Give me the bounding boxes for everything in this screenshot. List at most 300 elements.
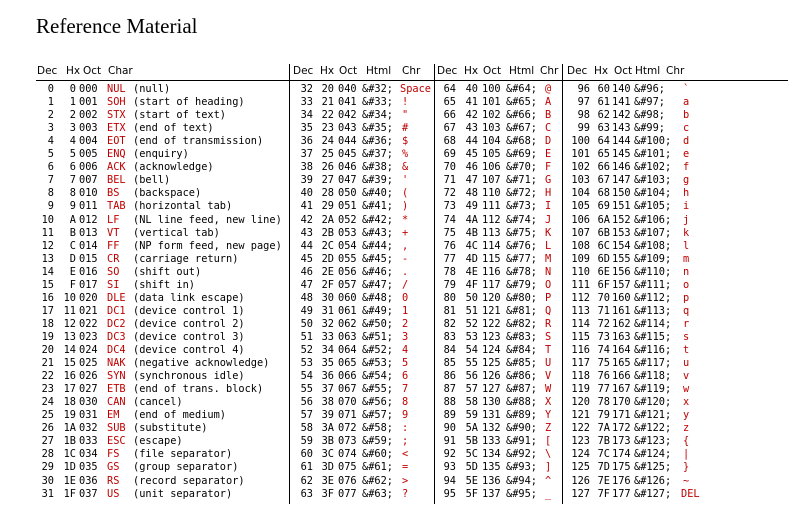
chr-cell: 5 xyxy=(402,357,409,370)
dec-cell: 44 xyxy=(300,239,313,252)
oct-cell: 121 xyxy=(482,304,501,317)
html-entity-cell: &#90; xyxy=(506,422,537,435)
char-code-cell: RS xyxy=(107,474,120,487)
oct-cell: 077 xyxy=(338,487,357,500)
char-code-cell: SYN xyxy=(107,370,126,383)
hex-cell: 39 xyxy=(321,409,334,422)
html-entity-cell: &#116; xyxy=(634,344,672,356)
oct-cell: 140 xyxy=(612,83,631,95)
html-entity-cell: &#87; xyxy=(506,383,537,396)
dec-cell: 110 xyxy=(571,265,590,278)
char-code-cell: US xyxy=(107,487,120,500)
hex-cell: 2D xyxy=(321,252,334,265)
html-entity-cell: &#76; xyxy=(506,239,537,252)
dec-cell: 74 xyxy=(443,213,456,226)
hex-cell: 3F xyxy=(321,487,334,500)
hex-cell: 4 xyxy=(69,135,76,148)
html-entity-cell: &#65; xyxy=(506,96,537,109)
hex-cell: 38 xyxy=(321,396,334,409)
oct-cell: 006 xyxy=(79,161,98,174)
char-desc-cell: (end of text) xyxy=(133,122,214,135)
html-entity-cell: &#41; xyxy=(362,200,393,213)
dec-cell: 10 xyxy=(41,213,54,226)
hex-cell: 2C xyxy=(321,239,334,252)
html-entity-cell: &#80; xyxy=(506,291,537,304)
char-desc-cell: (escape) xyxy=(133,435,183,448)
oct-cell: 167 xyxy=(612,383,631,396)
dec-cell: 69 xyxy=(443,148,456,161)
oct-cell: 156 xyxy=(612,265,631,278)
dec-cell: 105 xyxy=(571,200,590,213)
dec-cell: 94 xyxy=(443,474,456,487)
html-entity-cell: &#74; xyxy=(506,213,537,226)
hex-cell: 1E xyxy=(63,474,76,487)
header-char: Char xyxy=(108,65,133,77)
chr-cell: a xyxy=(683,96,690,109)
html-entity-cell: &#109; xyxy=(634,252,672,265)
chr-cell: D xyxy=(545,135,552,148)
oct-cell: 150 xyxy=(612,187,631,200)
dec-cell: 127 xyxy=(571,487,590,500)
header-html: Html xyxy=(366,65,392,77)
char-code-cell: STX xyxy=(107,109,126,122)
dec-cell: 0 xyxy=(47,83,54,95)
oct-cell: 053 xyxy=(338,226,357,239)
oct-cell: 073 xyxy=(338,435,357,448)
hex-cell: 12 xyxy=(63,317,76,330)
chr-cell: g xyxy=(683,174,690,187)
oct-cell: 136 xyxy=(482,474,501,487)
dec-cell: 63 xyxy=(300,487,313,500)
dec-cell: 40 xyxy=(300,187,313,200)
oct-cell: 004 xyxy=(79,135,98,148)
dec-cell: 77 xyxy=(443,252,456,265)
char-desc-cell: (device control 4) xyxy=(133,344,245,356)
oct-cell: 035 xyxy=(79,461,98,474)
char-code-cell: TAB xyxy=(107,200,126,213)
oct-cell: 064 xyxy=(338,344,357,356)
dec-cell: 82 xyxy=(443,317,456,330)
html-entity-cell: &#56; xyxy=(362,396,393,409)
chr-cell: l xyxy=(683,239,690,252)
hex-cell: 5F xyxy=(465,487,478,500)
html-entity-cell: &#47; xyxy=(362,278,393,291)
chr-cell: Space xyxy=(400,83,431,95)
dec-cell: 11 xyxy=(41,226,54,239)
hex-cell: 2F xyxy=(321,278,334,291)
oct-cell: 056 xyxy=(338,265,357,278)
dec-cell: 28 xyxy=(41,448,54,461)
hex-cell: 3 xyxy=(69,122,76,135)
char-code-cell: ETB xyxy=(107,383,126,396)
html-entity-cell: &#88; xyxy=(506,396,537,409)
dec-cell: 16 xyxy=(41,291,54,304)
oct-cell: 111 xyxy=(482,200,501,213)
dec-cell: 115 xyxy=(571,330,590,343)
hex-cell: 17 xyxy=(63,383,76,396)
hex-cell: 30 xyxy=(321,291,334,304)
oct-cell: 021 xyxy=(79,304,98,317)
oct-cell: 131 xyxy=(482,409,501,422)
dec-cell: 104 xyxy=(571,187,590,200)
chr-cell: S xyxy=(545,330,552,343)
chr-cell: 7 xyxy=(402,383,409,396)
oct-cell: 112 xyxy=(482,213,501,226)
oct-cell: 047 xyxy=(338,174,357,187)
oct-cell: 105 xyxy=(482,148,501,161)
hex-cell: E xyxy=(69,265,76,278)
hex-cell: 47 xyxy=(465,174,478,187)
dec-cell: 87 xyxy=(443,383,456,396)
html-entity-cell: &#62; xyxy=(362,474,393,487)
hex-cell: C xyxy=(69,239,76,252)
dec-cell: 7 xyxy=(47,174,54,187)
oct-cell: 012 xyxy=(79,213,98,226)
html-entity-cell: &#96; xyxy=(634,83,665,95)
html-entity-cell: &#115; xyxy=(634,330,672,343)
html-entity-cell: &#93; xyxy=(506,461,537,474)
dec-cell: 33 xyxy=(300,96,313,109)
dec-cell: 122 xyxy=(571,422,590,435)
chr-cell: x xyxy=(683,396,690,409)
char-desc-cell: (start of text) xyxy=(133,109,226,122)
hex-cell: 1A xyxy=(63,422,76,435)
oct-cell: 132 xyxy=(482,422,501,435)
char-desc-cell: (end of medium) xyxy=(133,409,226,422)
hex-cell: 54 xyxy=(465,344,478,356)
html-entity-cell: &#91; xyxy=(506,435,537,448)
dec-cell: 61 xyxy=(300,461,313,474)
hex-cell: 2 xyxy=(69,109,76,122)
hex-cell: 58 xyxy=(465,396,478,409)
header-hx: Hx xyxy=(464,65,479,77)
oct-cell: 027 xyxy=(79,383,98,396)
dec-cell: 126 xyxy=(571,474,590,487)
hex-cell: 1D xyxy=(63,461,76,474)
dec-cell: 93 xyxy=(443,461,456,474)
hex-cell: 1B xyxy=(63,435,76,448)
chr-cell: W xyxy=(545,383,552,396)
dec-cell: 26 xyxy=(41,422,54,435)
oct-cell: 037 xyxy=(79,487,98,500)
chr-cell: C xyxy=(545,122,552,135)
html-entity-cell: &#53; xyxy=(362,357,393,370)
chr-cell: DEL xyxy=(681,487,700,500)
chr-cell: ' xyxy=(402,174,409,187)
dec-cell: 101 xyxy=(571,148,590,161)
dec-cell: 114 xyxy=(571,317,590,330)
hex-cell: 3C xyxy=(321,448,334,461)
html-entity-cell: &#73; xyxy=(506,200,537,213)
html-entity-cell: &#127; xyxy=(634,487,672,500)
char-code-cell: SI xyxy=(107,278,120,291)
html-entity-cell: &#100; xyxy=(634,135,672,148)
dec-cell: 62 xyxy=(300,474,313,487)
dec-cell: 6 xyxy=(47,161,54,174)
chr-cell: % xyxy=(402,148,409,161)
char-code-cell: SOH xyxy=(107,96,126,109)
char-desc-cell: (data link escape) xyxy=(133,291,245,304)
dec-cell: 99 xyxy=(577,122,590,135)
hex-cell: 18 xyxy=(63,396,76,409)
hex-cell: 4E xyxy=(465,265,478,278)
oct-cell: 040 xyxy=(338,83,357,95)
html-entity-cell: &#61; xyxy=(362,461,393,474)
html-entity-cell: &#68; xyxy=(506,135,537,148)
oct-cell: 032 xyxy=(79,422,98,435)
oct-cell: 015 xyxy=(79,252,98,265)
dec-cell: 91 xyxy=(443,435,456,448)
oct-cell: 123 xyxy=(482,330,501,343)
oct-cell: 114 xyxy=(482,239,501,252)
html-entity-cell: &#99; xyxy=(634,122,665,135)
hex-cell: 4B xyxy=(465,226,478,239)
char-code-cell: SO xyxy=(107,265,120,278)
dec-cell: 50 xyxy=(300,317,313,330)
chr-cell: K xyxy=(545,226,552,239)
hex-cell: 4C xyxy=(465,239,478,252)
oct-cell: 045 xyxy=(338,148,357,161)
dec-cell: 118 xyxy=(571,370,590,383)
hex-cell: 73 xyxy=(597,330,610,343)
dec-cell: 67 xyxy=(443,122,456,135)
hex-cell: 4F xyxy=(465,278,478,291)
hex-cell: 0 xyxy=(69,83,76,95)
char-desc-cell: (device control 3) xyxy=(133,330,245,343)
char-code-cell: ESC xyxy=(107,435,126,448)
char-code-cell: BEL xyxy=(107,174,126,187)
dec-cell: 73 xyxy=(443,200,456,213)
oct-cell: 065 xyxy=(338,357,357,370)
chr-cell: s xyxy=(683,330,690,343)
char-code-cell: CR xyxy=(107,252,120,265)
hex-cell: 61 xyxy=(597,96,610,109)
html-entity-cell: &#95; xyxy=(506,487,537,500)
dec-cell: 52 xyxy=(300,344,313,356)
char-code-cell: FS xyxy=(107,448,120,461)
dec-cell: 80 xyxy=(443,291,456,304)
char-desc-cell: (end of transmission) xyxy=(133,135,264,148)
oct-cell: 067 xyxy=(338,383,357,396)
hex-cell: 42 xyxy=(465,109,478,122)
html-entity-cell: &#119; xyxy=(634,383,672,396)
html-entity-cell: &#78; xyxy=(506,265,537,278)
dec-cell: 53 xyxy=(300,357,313,370)
char-code-cell: DC4 xyxy=(107,344,126,356)
hex-cell: 63 xyxy=(597,122,610,135)
oct-cell: 170 xyxy=(612,396,631,409)
oct-cell: 171 xyxy=(612,409,631,422)
char-desc-cell: (negative acknowledge) xyxy=(133,357,270,370)
html-entity-cell: &#69; xyxy=(506,148,537,161)
header-chr: Chr xyxy=(540,65,559,77)
chr-cell: L xyxy=(545,239,552,252)
chr-cell: m xyxy=(683,252,690,265)
oct-cell: 011 xyxy=(79,200,98,213)
dec-cell: 42 xyxy=(300,213,313,226)
hex-cell: 66 xyxy=(597,161,610,174)
dec-cell: 85 xyxy=(443,357,456,370)
html-entity-cell: &#120; xyxy=(634,396,672,409)
hex-cell: 34 xyxy=(321,344,334,356)
html-entity-cell: &#48; xyxy=(362,291,393,304)
chr-cell: V xyxy=(545,370,552,383)
hex-cell: 3D xyxy=(321,461,334,474)
hex-cell: 36 xyxy=(321,370,334,383)
html-entity-cell: &#58; xyxy=(362,422,393,435)
oct-cell: 074 xyxy=(338,448,357,461)
hex-cell: 50 xyxy=(465,291,478,304)
hex-cell: 43 xyxy=(465,122,478,135)
html-entity-cell: &#79; xyxy=(506,278,537,291)
chr-cell: > xyxy=(402,474,409,487)
dec-cell: 41 xyxy=(300,200,313,213)
header-dec: Dec xyxy=(293,65,314,77)
hex-cell: 74 xyxy=(597,344,610,356)
dec-cell: 65 xyxy=(443,96,456,109)
chr-cell: q xyxy=(683,304,690,317)
dec-cell: 90 xyxy=(443,422,456,435)
dec-cell: 113 xyxy=(571,304,590,317)
char-desc-cell: (cancel) xyxy=(133,396,183,409)
html-entity-cell: &#37; xyxy=(362,148,393,161)
oct-cell: 052 xyxy=(338,213,357,226)
oct-cell: 043 xyxy=(338,122,357,135)
oct-cell: 113 xyxy=(482,226,501,239)
hex-cell: 49 xyxy=(465,200,478,213)
chr-cell: { xyxy=(683,435,690,448)
hex-cell: 6D xyxy=(597,252,610,265)
oct-cell: 057 xyxy=(338,278,357,291)
dec-cell: 106 xyxy=(571,213,590,226)
dec-cell: 32 xyxy=(300,83,313,95)
oct-cell: 003 xyxy=(79,122,98,135)
dec-cell: 89 xyxy=(443,409,456,422)
dec-cell: 8 xyxy=(47,187,54,200)
char-code-cell: NAK xyxy=(107,357,126,370)
hex-cell: 72 xyxy=(597,317,610,330)
oct-cell: 005 xyxy=(79,148,98,161)
dec-cell: 3 xyxy=(47,122,54,135)
chr-cell: i xyxy=(683,200,690,213)
chr-cell: + xyxy=(402,226,409,239)
char-desc-cell: (vertical tab) xyxy=(133,226,220,239)
oct-cell: 033 xyxy=(79,435,98,448)
hex-cell: 6E xyxy=(597,265,610,278)
hex-cell: 69 xyxy=(597,200,610,213)
dec-cell: 123 xyxy=(571,435,590,448)
html-entity-cell: &#77; xyxy=(506,252,537,265)
oct-cell: 001 xyxy=(79,96,98,109)
hex-cell: D xyxy=(69,252,76,265)
oct-cell: 022 xyxy=(79,317,98,330)
html-entity-cell: &#49; xyxy=(362,304,393,317)
dec-cell: 20 xyxy=(41,344,54,356)
hex-cell: 67 xyxy=(597,174,610,187)
dec-cell: 88 xyxy=(443,396,456,409)
html-entity-cell: &#63; xyxy=(362,487,393,500)
oct-cell: 062 xyxy=(338,317,357,330)
char-code-cell: VT xyxy=(107,226,120,239)
oct-cell: 061 xyxy=(338,304,357,317)
chr-cell: E xyxy=(545,148,552,161)
hex-cell: 4A xyxy=(465,213,478,226)
header-oct: Oct xyxy=(83,65,102,77)
html-entity-cell: &#33; xyxy=(362,96,393,109)
char-desc-cell: (shift out) xyxy=(133,265,202,278)
html-entity-cell: &#51; xyxy=(362,330,393,343)
hex-cell: 5 xyxy=(69,148,76,161)
html-entity-cell: &#55; xyxy=(362,383,393,396)
header-dec: Dec xyxy=(437,65,458,77)
oct-cell: 122 xyxy=(482,317,501,330)
header-html: Html xyxy=(509,65,535,77)
hex-cell: 20 xyxy=(321,83,334,95)
dec-cell: 56 xyxy=(300,396,313,409)
dec-cell: 1 xyxy=(47,96,54,109)
dec-cell: 9 xyxy=(47,200,54,213)
dec-cell: 43 xyxy=(300,226,313,239)
dec-cell: 78 xyxy=(443,265,456,278)
chr-cell: \ xyxy=(545,448,552,461)
html-entity-cell: &#84; xyxy=(506,344,537,356)
hex-cell: 46 xyxy=(465,161,478,174)
html-entity-cell: &#71; xyxy=(506,174,537,187)
chr-cell: w xyxy=(683,383,690,396)
chr-cell: 4 xyxy=(402,344,409,356)
hex-cell: 79 xyxy=(597,409,610,422)
dec-cell: 17 xyxy=(41,304,54,317)
oct-cell: 157 xyxy=(612,278,631,291)
hex-cell: 15 xyxy=(63,357,76,370)
dec-cell: 23 xyxy=(41,383,54,396)
oct-cell: 020 xyxy=(79,291,98,304)
oct-cell: 000 xyxy=(79,83,98,95)
chr-cell: h xyxy=(683,187,690,200)
oct-cell: 110 xyxy=(482,187,501,200)
char-desc-cell: (NL line feed, new line) xyxy=(133,213,282,226)
char-code-cell: DLE xyxy=(107,291,126,304)
hex-cell: 7F xyxy=(597,487,610,500)
chr-cell: N xyxy=(545,265,552,278)
oct-cell: 153 xyxy=(612,226,631,239)
dec-cell: 30 xyxy=(41,474,54,487)
hex-cell: 13 xyxy=(63,330,76,343)
oct-cell: 101 xyxy=(482,96,501,109)
html-entity-cell: &#81; xyxy=(506,304,537,317)
dec-cell: 102 xyxy=(571,161,590,174)
html-entity-cell: &#83; xyxy=(506,330,537,343)
header-dec: Dec xyxy=(37,65,58,77)
oct-cell: 163 xyxy=(612,330,631,343)
oct-cell: 172 xyxy=(612,422,631,435)
dec-cell: 98 xyxy=(577,109,590,122)
oct-cell: 152 xyxy=(612,213,631,226)
dec-cell: 60 xyxy=(300,448,313,461)
char-desc-cell: (NP form feed, new page) xyxy=(133,239,282,252)
dec-cell: 79 xyxy=(443,278,456,291)
hex-cell: 55 xyxy=(465,357,478,370)
oct-cell: 176 xyxy=(612,474,631,487)
dec-cell: 92 xyxy=(443,448,456,461)
chr-cell: e xyxy=(683,148,690,161)
oct-cell: 144 xyxy=(612,135,631,148)
html-entity-cell: &#67; xyxy=(506,122,537,135)
char-code-cell: DC1 xyxy=(107,304,126,317)
chr-cell: f xyxy=(683,161,690,174)
chr-cell: $ xyxy=(402,135,409,148)
hex-cell: 62 xyxy=(597,109,610,122)
